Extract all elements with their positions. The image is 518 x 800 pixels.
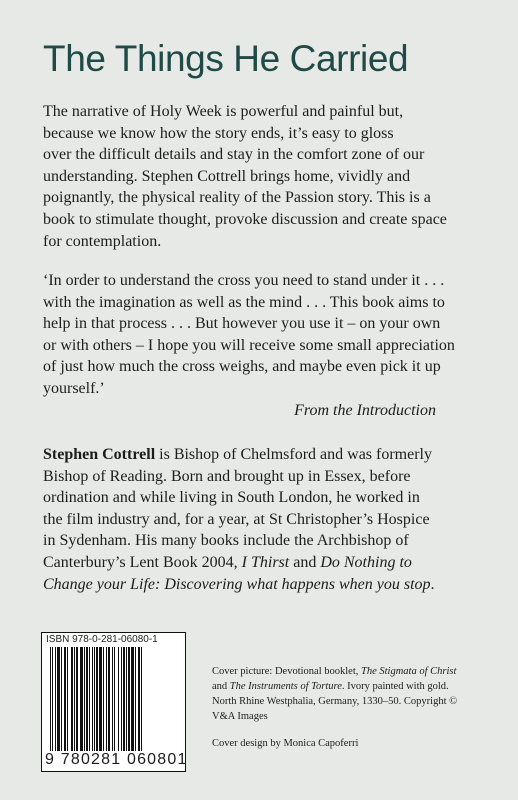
credit-text: and [212,681,230,692]
bio-line: ordination and while living in South London, he worked in [43,489,420,507]
credit-line: V&A Images [212,711,268,722]
isbn-barcode [41,632,186,772]
bio-line: the film industry and, for a year, at St Christopher’s Hospice [43,510,430,528]
bio-line [43,574,483,596]
bio-text: and [289,553,321,571]
cover-design-credit: Cover design by Monica Capoferri [212,738,359,749]
blurb-line: understanding. Stephen Cottrell brings home, vividly and [43,167,411,185]
credit-line [212,664,482,679]
blurb-line: over the difficult details and stay in the comfort zone of our [43,146,425,164]
quote-line: help in that process . . . But however you use it – on your own [43,315,441,333]
bio-text: Canterbury’s Lent Book 2004, [43,553,242,571]
bio-line [43,444,483,466]
blurb-line: poignantly, the physical reality of the Passion story. This is a [43,189,431,207]
artwork-title: The Stigmata of Christ [361,666,457,677]
credit-line: North Rhine Westphalia, Germany, 1330–50. Copyright © [212,696,458,707]
author-name: Stephen Cottrell [43,446,156,463]
bio-line: in Sydenham. His many books include the Archbishop of [43,532,409,550]
barcode-bars [50,647,178,751]
credit-text: . Ivory painted with gold. [341,681,449,692]
credit-text: Cover picture: Devotional booklet, [212,666,362,677]
blurb-line: for contemplation. [43,232,162,250]
author-bio [43,444,483,595]
credit-line [212,679,482,694]
bio-line: Bishop of Reading. Born and brought up in Essex, before [43,467,411,485]
isbn-label: ISBN 978-0-281-06080-1 [46,634,158,645]
artwork-title: The Instruments of Torture [229,681,342,692]
quote-line: with the imagination as well as the mind . . . This book aims to [43,293,445,311]
quote-line: yourself.’ [43,379,105,397]
cover-picture-credit [212,664,482,724]
book-title-reference: I Thirst [241,553,290,571]
quote-paragraph [43,270,483,400]
bio-text: is Bishop of Chelmsford and was formerly [155,446,432,463]
blurb-paragraph [43,101,483,252]
quote-line: of just how much the cross weighs, and maybe even pick it up [43,358,441,376]
book-title-reference: Do Nothing to [320,553,412,571]
quote-attribution: From the Introduction [294,402,436,419]
bio-line [43,552,483,574]
blurb-line: book to stimulate thought, provoke discussion and create space [43,210,447,228]
blurb-line: The narrative of Holy Week is powerful and painful but, [43,103,404,120]
quote-line: ‘In order to understand the cross you need to stand under it . . . [43,272,445,289]
book-title-reference: Change your Life: Discovering what happens when you stop [43,575,431,593]
bio-text: . [430,575,435,593]
barcode-number: 9 780281 060801 [45,751,188,768]
blurb-line: because we know how the story ends, it’s easy to gloss [43,124,394,142]
book-title: The Things He Carried [43,38,409,79]
quote-line: or with others – I hope you will receive some small appreciation [43,336,455,354]
